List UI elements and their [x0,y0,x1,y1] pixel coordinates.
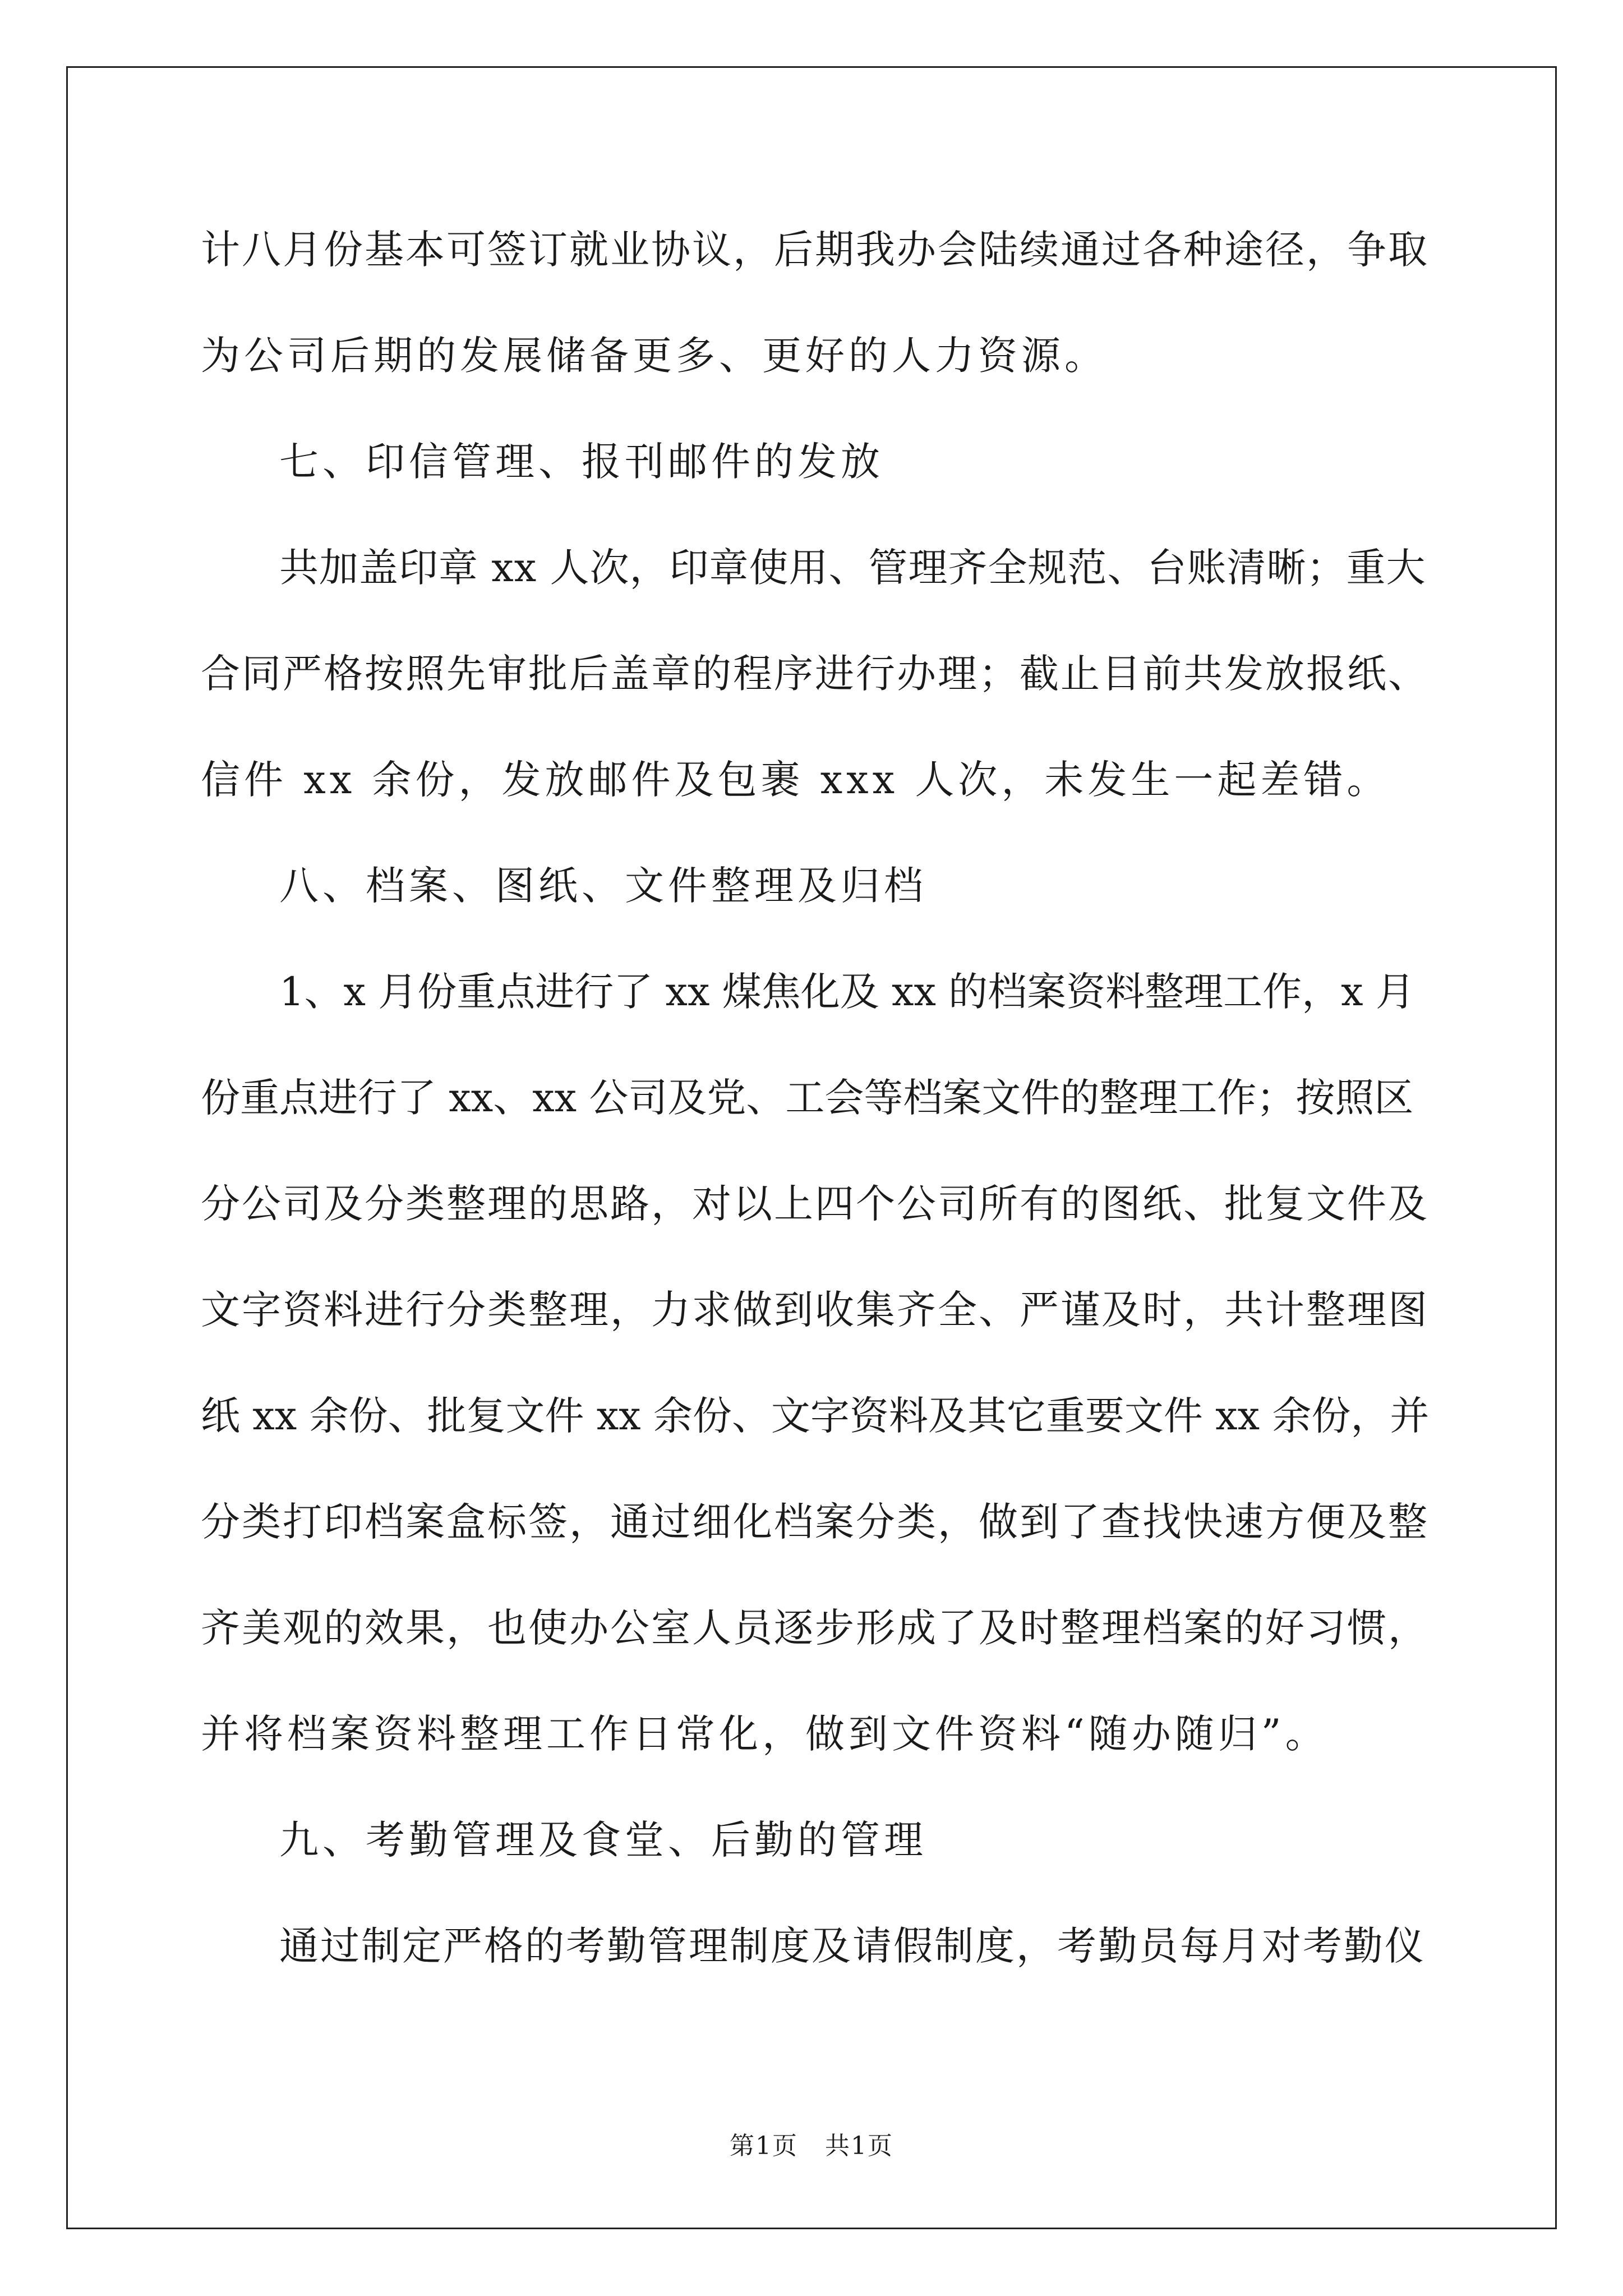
text-line: 1、x 月份重点进行了 xx 煤焦化及 xx 的档案资料整理工作，x 月 [279,969,1415,1015]
section-heading: 七、印信管理、报刊邮件的发放 [279,439,884,485]
section-heading: 九、考勤管理及食堂、后勤的管理 [279,1817,927,1863]
text-line: 分公司及分类整理的思路，对以上四个公司所有的图纸、批复文件及 [201,1181,1429,1227]
text-line: 齐美观的效果，也使办公室人员逐步形成了及时整理档案的好习惯， [201,1605,1429,1651]
text-line: 共加盖印章 xx 人次，印章使用、管理齐全规范、台账清晰；重大 [279,545,1426,591]
page-number-footer: 第1页 共1页 [730,2132,893,2160]
text-line: 份重点进行了 xx、xx 公司及党、工会等档案文件的整理工作；按照区 [201,1075,1414,1121]
text-line: 分类打印档案盒标签，通过细化档案分类，做到了查找快速方便及整 [201,1499,1429,1545]
text-line: 并将档案资料整理工作日常化，做到文件资料“随办随归”。 [201,1711,1329,1757]
section-heading: 八、档案、图纸、文件整理及归档 [279,863,927,909]
text-line: 通过制定严格的考勤管理制度及请假制度，考勤员每月对考勤仪 [279,1923,1426,1969]
text-line: 为公司后期的发展储备更多、更好的人力资源。 [201,333,1108,379]
text-line: 文字资料进行分类整理，力求做到收集齐全、严谨及时，共计整理图 [201,1287,1429,1333]
text-line: 信件 xx 余份，发放邮件及包裹 xxx 人次，未发生一起差错。 [201,757,1390,803]
text-line: 计八月份基本可签订就业协议，后期我办会陆续通过各种途径，争取 [201,227,1429,273]
text-line: 合同严格按照先审批后盖章的程序进行办理；截止目前共发放报纸、 [201,651,1429,697]
page-border [66,66,1557,2229]
text-line: 纸 xx 余份、批复文件 xx 余份、文字资料及其它重要文件 xx 余份，并 [201,1393,1430,1439]
